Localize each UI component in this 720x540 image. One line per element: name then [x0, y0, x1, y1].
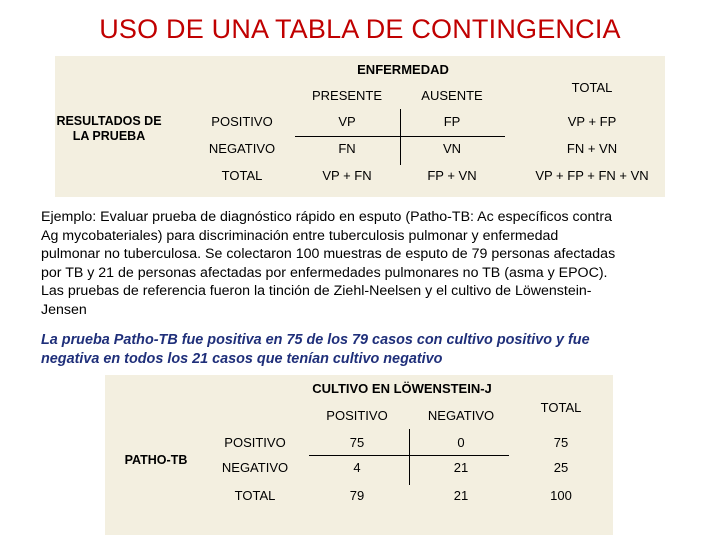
- paragraph-line: por TB y 21 de personas afectadas por enfermedades pulmonares no TB (asma y EPOC).: [41, 264, 608, 281]
- table1-row-header-line2: LA PRUEBA: [72, 129, 146, 143]
- contingency-table-template: [55, 56, 665, 197]
- paragraph-line: Las pruebas de referencia fueron la tinción de Ziehl-Neelsen y el cultivo de Löwenstein-: [41, 283, 592, 300]
- table1-cell-vp-fn: VP + FN: [322, 168, 372, 183]
- table1-row-total-label: TOTAL: [221, 168, 263, 183]
- table1-cell-grand-total: VP + FP + FN + VN: [535, 168, 649, 183]
- table1-cell-fp-vn: FP + VN: [427, 168, 477, 183]
- table2-row-negative-label: NEGATIVO: [221, 460, 289, 475]
- paragraph-line: Jensen: [41, 301, 87, 318]
- table1-cell-vn: VN: [442, 141, 462, 156]
- table1-divider-vertical: [400, 109, 401, 165]
- result-line: negativa en todos los 21 casos que tenían cultivo negativo: [41, 351, 443, 367]
- table2-divider-horizontal: [309, 455, 509, 456]
- table2-row-header: PATHO-TB: [124, 453, 188, 467]
- table1-cell-fn: FN: [338, 141, 356, 156]
- table1-col-absent: AUSENTE: [421, 88, 483, 103]
- table1-row-negative-label: NEGATIVO: [208, 141, 276, 156]
- table2-cell-pos-total: 75: [553, 435, 569, 450]
- table1-cell-vp-fp: VP + FP: [567, 114, 617, 129]
- paragraph-line: pulmonar no tuberculosa. Se colectaron 100 muestras de esputo de 79 personas afectadas: [41, 246, 616, 263]
- table2-cell-total-pos: 79: [349, 488, 365, 503]
- table2-row-total-label: TOTAL: [234, 488, 276, 503]
- table2-col-total: TOTAL: [540, 400, 582, 415]
- table1-group-header: ENFERMEDAD: [357, 62, 449, 77]
- table2-divider-vertical: [409, 429, 410, 485]
- table1-divider-horizontal: [295, 136, 505, 137]
- patho-tb-contingency-table: [105, 375, 613, 535]
- table2-col-positive: POSITIVO: [326, 408, 388, 423]
- example-paragraph: [41, 208, 691, 320]
- slide-title: USO DE UNA TABLA DE CONTINGENCIA: [99, 14, 621, 44]
- paragraph-line: Ag mycobateriales) para discriminación entre tuberculosis pulmonar y enfermedad: [41, 227, 559, 244]
- table2-cell-pos-pos: 75: [349, 435, 365, 450]
- result-line: La prueba Patho-TB fue positiva en 75 de los 79 casos con cultivo positivo y fue: [41, 332, 590, 348]
- table2-row-positive-label: POSITIVO: [224, 435, 286, 450]
- table2-col-negative: NEGATIVO: [427, 408, 495, 423]
- table2-cell-neg-total: 25: [553, 460, 569, 475]
- paragraph-line: Ejemplo: Evaluar prueba de diagnóstico rápido en esputo (Patho-TB: Ac específicos contra: [41, 209, 612, 225]
- table2-cell-neg-pos: 4: [353, 460, 361, 475]
- table2-cell-neg-neg: 21: [453, 460, 469, 475]
- table2-cell-grand-total: 100: [550, 488, 572, 503]
- result-statement: [41, 331, 691, 369]
- table1-cell-vp: VP: [338, 114, 356, 129]
- table1-cell-fn-vn: FN + VN: [566, 141, 618, 156]
- table2-group-header: CULTIVO EN LÖWENSTEIN-J: [312, 381, 492, 396]
- table1-cell-fp: FP: [443, 114, 461, 129]
- table1-col-present: PRESENTE: [311, 88, 383, 103]
- table2-cell-pos-neg: 0: [457, 435, 465, 450]
- table1-col-total: TOTAL: [571, 80, 613, 95]
- table1-row-positive-label: POSITIVO: [211, 114, 273, 129]
- table2-cell-total-neg: 21: [453, 488, 469, 503]
- table1-row-header-line1: RESULTADOS DE: [56, 114, 162, 128]
